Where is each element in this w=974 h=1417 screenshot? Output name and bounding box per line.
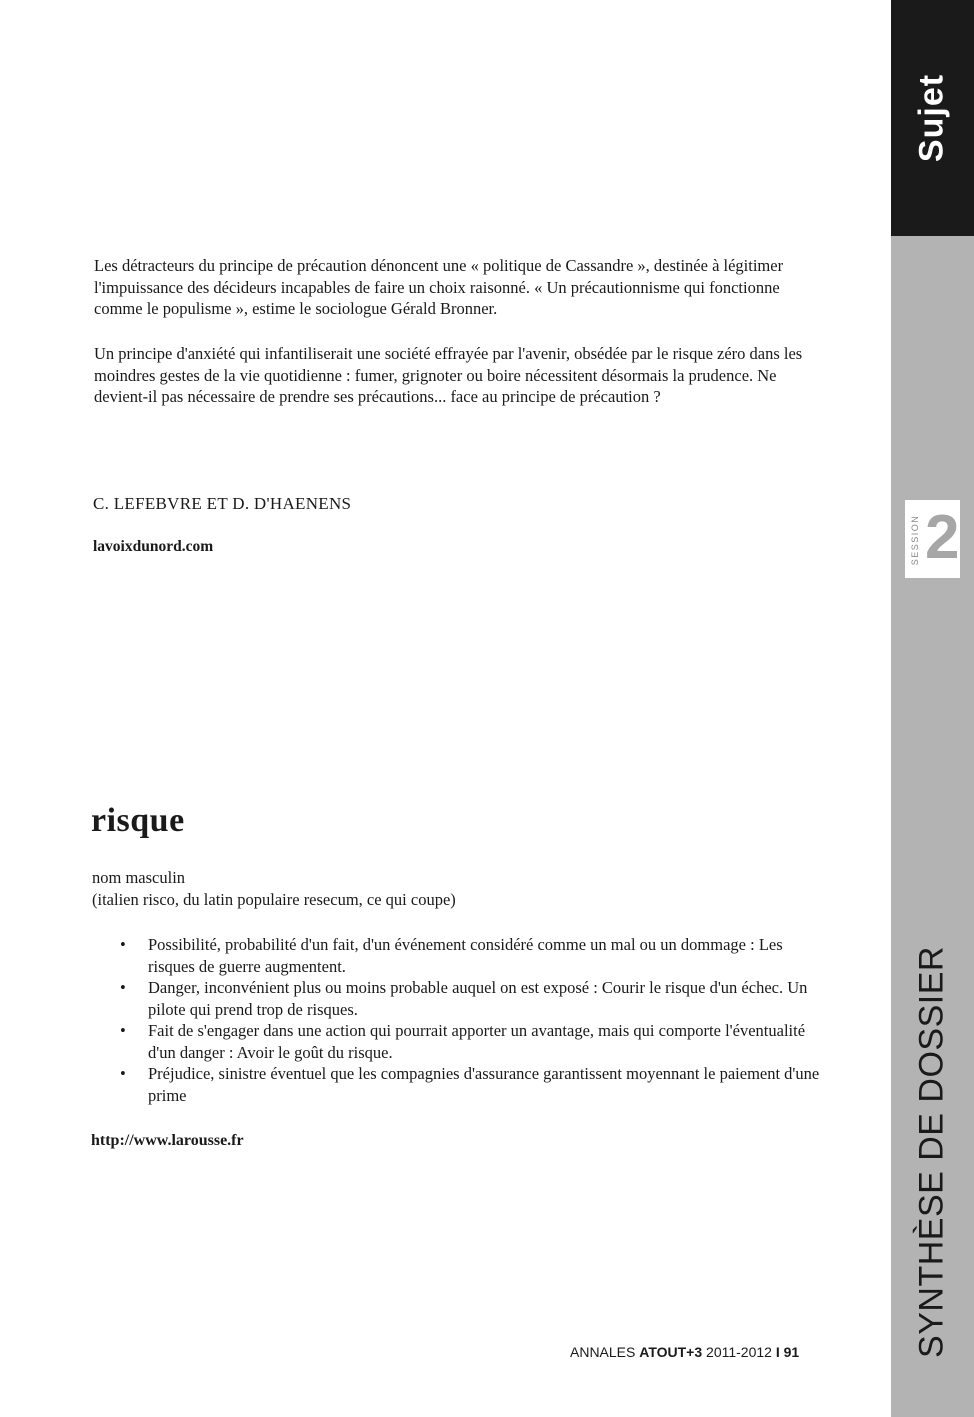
sidebar: [891, 0, 974, 1417]
dictionary-source: http://www.larousse.fr: [91, 1132, 244, 1149]
article-source: lavoixdunord.com: [93, 538, 214, 555]
session-word: SESSION: [910, 514, 920, 566]
article-paragraph-2: Un principe d'anxiété qui infantiliserait une société effrayée par l'avenir, obsédée par le risque zéro dans les moindres gestes de la vie quotidienne : fumer, grignoter ou boire nécessitent désormais la prudence. Ne devient-il pas nécessaire de prendre ses précautions... face au principe de précaution ?: [94, 344, 803, 406]
page-number: 91: [783, 1344, 800, 1360]
section-label: Sujet: [912, 73, 951, 163]
article-author: C. LEFEBVRE ET D. D'HAENENS: [93, 494, 352, 513]
definition-item: • Préjudice, sinistre éventuel que les compagnies d'assurance garantissent moyennant le paiement d'une prime: [120, 1063, 820, 1106]
definition-item: • Danger, inconvénient plus ou moins probable auquel on est exposé : Courir le risque d'un échec. Un pilote qui prend trop de risques.: [120, 977, 820, 1020]
article-paragraph-1: Les détracteurs du principe de précaution dénoncent une « politique de Cassandre », destinée à légitimer l'impuissance des décideurs incapables de faire un choix raisonné. « Un précautionnisme qui fonctionne comme le populisme », estime le sociologue Gérald Bronner.: [94, 256, 784, 318]
footer-brand: ATOUT+3: [639, 1344, 703, 1360]
footer-separator: I: [775, 1344, 780, 1360]
definition-item: • Possibilité, probabilité d'un fait, d'un événement considéré comme un mal ou un dommage : Les risques de guerre augmentent.: [120, 934, 820, 977]
session-number: 2: [925, 503, 960, 572]
definition-list: [120, 934, 820, 1106]
part-of-speech: nom masculin: [92, 868, 186, 887]
etymology: (italien risco, du latin populaire resecum, ce qui coupe): [92, 890, 456, 909]
definition-item: • Fait de s'engager dans une action qui pourrait apporter un avantage, mais qui comporte l'éventualité d'un danger : Avoir le goût du risque.: [120, 1020, 820, 1063]
sidebar-title: SYNTHÈSE DE DOSSIER: [912, 946, 951, 1358]
session-badge: [905, 500, 960, 578]
footer-years: 2011-2012: [706, 1344, 772, 1360]
section-header-block: [891, 0, 974, 236]
page-footer: [570, 1344, 799, 1360]
footer-annales: ANNALES: [570, 1344, 636, 1360]
dictionary-headword: risque: [91, 802, 185, 839]
